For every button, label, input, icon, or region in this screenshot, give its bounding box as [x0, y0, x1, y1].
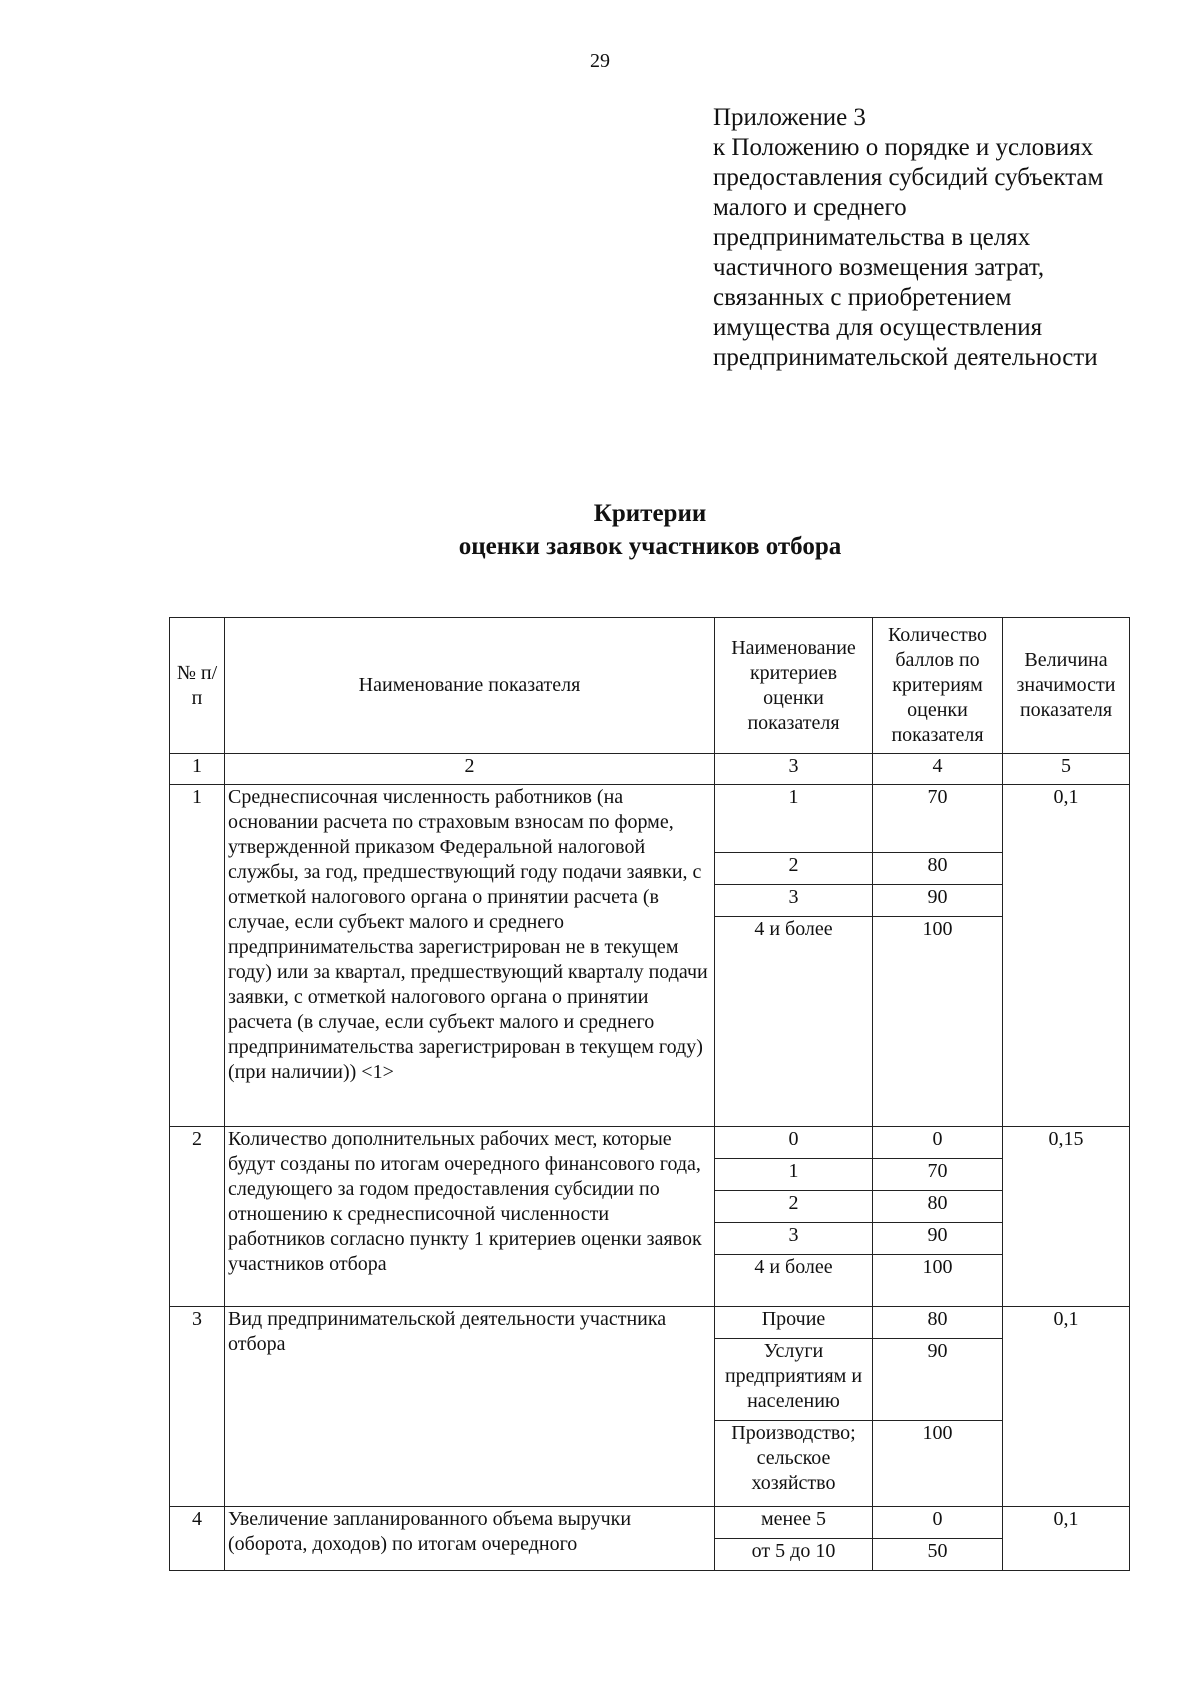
appendix-line: имущества для осуществления: [713, 314, 1043, 341]
appendix-line: частичного возмещения затрат,: [713, 254, 1045, 281]
appendix-line: предпринимательской деятельности: [713, 344, 1098, 371]
row-weight: 0,1: [1003, 1307, 1130, 1507]
document-title: [0, 497, 1200, 563]
criterion-points: 70: [873, 1159, 1003, 1191]
row-weight: 0,15: [1003, 1127, 1130, 1307]
column-number: 2: [225, 754, 715, 785]
row-indicator: Среднесписочная численность работников (на основании расчета по страховым взносам по форме, утвержденной приказом Федеральной налоговой службы, за год, предшествующий году подачи заявки, с отметкой налогового органа о принятии расчета (в случае, если субъект малого и среднего предпринимательства зарегистрирован не в текущем году) или за квартал, предшествующий кварталу подачи заявки, с отметкой налогового органа о принятии расчета (в случае, если субъект малого и среднего предпринимательства зарегистрирован в текущем году) (при наличии)) <1>: [225, 785, 715, 1127]
appendix-line: к Положению о порядке и условиях: [713, 134, 1094, 161]
row-weight: 0,1: [1003, 1507, 1130, 1571]
criterion-points: 50: [873, 1539, 1003, 1571]
column-number: 4: [873, 754, 1003, 785]
criterion-label: 1: [715, 1159, 873, 1191]
row-num: 1: [170, 785, 225, 1127]
appendix-line: предоставления субсидий субъектам: [713, 164, 1104, 191]
criterion-label: 0: [715, 1127, 873, 1159]
header-criteria: Наименование критериев оценки показателя: [715, 618, 873, 754]
column-number: 1: [170, 754, 225, 785]
row-indicator: Количество дополнительных рабочих мест, которые будут созданы по итогам очередного финансового года, следующего за годом предоставления субсидии по отношению к среднесписочной численности работников согласно пункту 1 критериев оценки заявок участников отбора: [225, 1127, 715, 1307]
column-number: 5: [1003, 754, 1130, 785]
criterion-points: 90: [873, 885, 1003, 917]
criterion-label: 2: [715, 1191, 873, 1223]
criterion-label: 3: [715, 1223, 873, 1255]
page-number: 29: [590, 50, 610, 72]
table-row: [170, 785, 1130, 853]
criterion-points: 90: [873, 1339, 1003, 1421]
header-indicator: Наименование показателя: [225, 618, 715, 754]
appendix-block: [713, 103, 1153, 373]
criterion-points: 80: [873, 1191, 1003, 1223]
criterion-points: 0: [873, 1127, 1003, 1159]
header-points: Количество баллов по критериям оценки показателя: [873, 618, 1003, 754]
table-header-row: [170, 618, 1130, 754]
table-row: [170, 1507, 1130, 1539]
table-row: [170, 1307, 1130, 1339]
criterion-label: 1: [715, 785, 873, 853]
criterion-points: 100: [873, 1421, 1003, 1507]
column-number-row: [170, 754, 1130, 785]
criterion-label: от 5 до 10: [715, 1539, 873, 1571]
appendix-line: связанных с приобретением: [713, 284, 1012, 311]
criterion-label: 4 и более: [715, 1255, 873, 1307]
criterion-label: менее 5: [715, 1507, 873, 1539]
row-num: 3: [170, 1307, 225, 1507]
row-num: 4: [170, 1507, 225, 1571]
criterion-label: Прочие: [715, 1307, 873, 1339]
criterion-points: 100: [873, 1255, 1003, 1307]
header-weight: Величина значимости показателя: [1003, 618, 1130, 754]
criterion-points: 80: [873, 853, 1003, 885]
row-indicator: Вид предпринимательской деятельности участника отбора: [225, 1307, 715, 1507]
header-num: № п/п: [170, 618, 225, 754]
criterion-label: 2: [715, 853, 873, 885]
criterion-label: Услуги предприятиям и населению: [715, 1339, 873, 1421]
criteria-table: [169, 617, 1130, 1571]
title-line-2: оценки заявок участников отбора: [458, 533, 842, 560]
row-weight: 0,1: [1003, 785, 1130, 1127]
criterion-points: 100: [873, 917, 1003, 1127]
title-line-1: Критерии: [593, 500, 707, 527]
column-number: 3: [715, 754, 873, 785]
criterion-label: 4 и более: [715, 917, 873, 1127]
criterion-points: 90: [873, 1223, 1003, 1255]
appendix-line: предпринимательства в целях: [713, 224, 1031, 251]
criterion-points: 80: [873, 1307, 1003, 1339]
criterion-label: Производство; сельское хозяйство: [715, 1421, 873, 1507]
appendix-line: малого и среднего: [713, 194, 907, 221]
table-row: [170, 1127, 1130, 1159]
criterion-points: 0: [873, 1507, 1003, 1539]
criterion-label: 3: [715, 885, 873, 917]
criterion-points: 70: [873, 785, 1003, 853]
appendix-line: Приложение 3: [713, 104, 866, 131]
row-num: 2: [170, 1127, 225, 1307]
row-indicator: Увеличение запланированного объема выручки (оборота, доходов) по итогам очередного: [225, 1507, 715, 1571]
